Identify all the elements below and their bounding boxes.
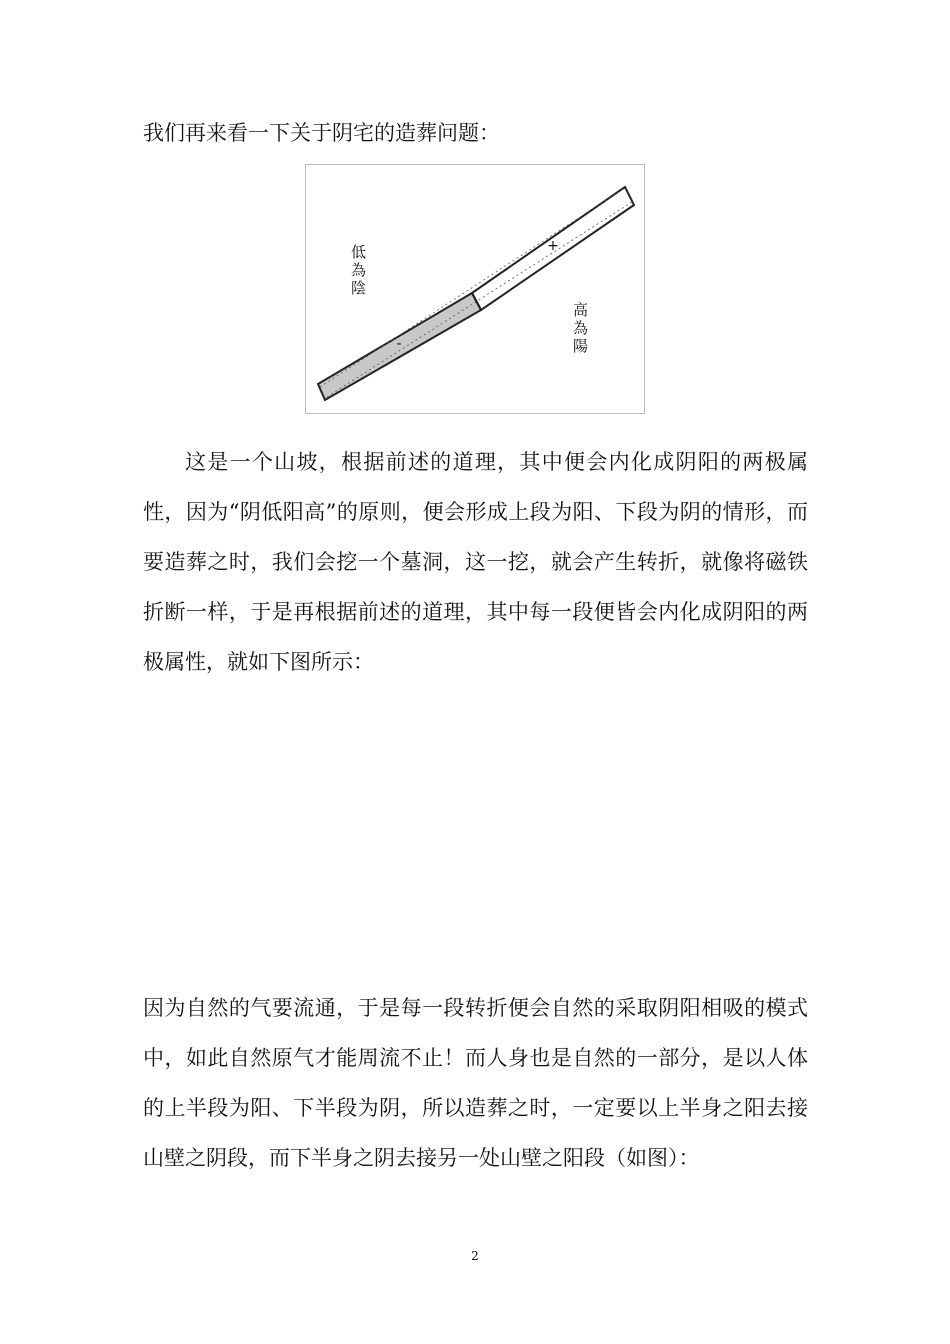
left-label: 低為陰 <box>349 244 367 298</box>
slope-diagram-svg <box>305 164 645 414</box>
paragraph-slope-explanation: 这是一个山坡，根据前述的道理，其中便会内化成阴阳的两极属性，因为“阴低阳高”的原则，便会形成上段为阳、下段为阴的情形，而要造葬之时，我们会挖一个墓洞，这一挖，就会产生转折，就像将磁铁折断一样，于是再根据前述的道理，其中每一段便皆会内化成阴阳的两极属性，就如下图所示： <box>143 450 808 674</box>
right-label: 高為陽 <box>571 302 589 356</box>
minus-sign: - <box>396 336 402 352</box>
paragraph-burial-method: 因为自然的气要流通，于是每一段转折便会自然的采取阴阳相吸的模式中，如此自然原气才能周流不止！而人身也是自然的一部分，是以人体的上半段为阳、下半段为阴，所以造葬之时，一定要以上半身之阳去接山壁之阴段，而下半身之阴去接另一处山壁之阳段（如图）： <box>143 996 808 1170</box>
right-label-box <box>571 302 595 374</box>
left-label-box <box>349 244 373 314</box>
page-number: 2 <box>471 1249 479 1263</box>
slope-diagram <box>305 164 645 414</box>
plus-sign: + <box>547 238 559 254</box>
section-heading: 我们再来看一下关于阴宅的造葬问题： <box>143 121 500 145</box>
